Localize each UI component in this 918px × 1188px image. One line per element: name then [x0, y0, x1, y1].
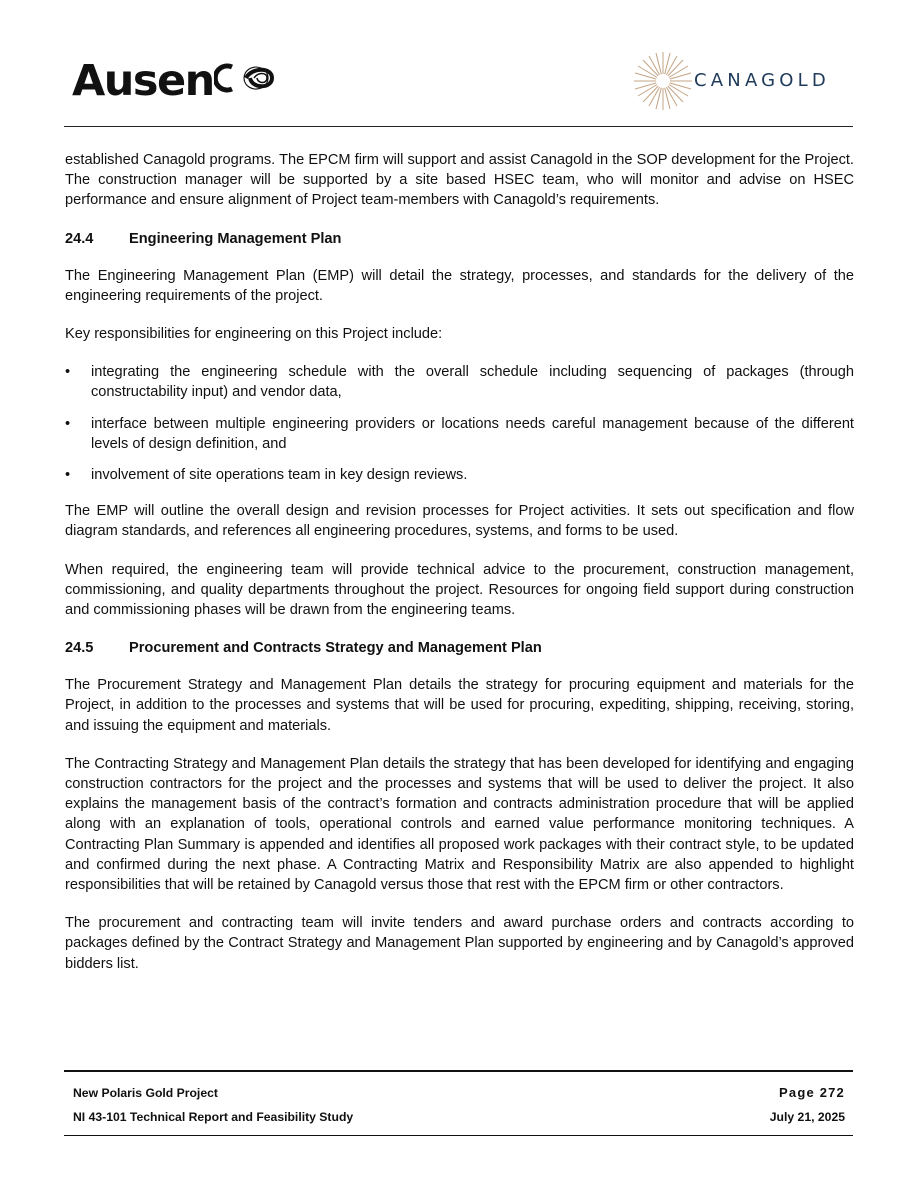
section-heading-24-4 — [65, 229, 854, 249]
footer-divider-top — [64, 1070, 853, 1072]
paragraph: The Procurement Strategy and Management Plan details the strategy for procuring equipment and materials for the Project, in addition to the processes and systems that will be used for procuring, expediting, shipping, receiving, storing, and issuing the equipment and materials. — [65, 677, 854, 734]
bullet-icon: • — [65, 467, 71, 484]
section-title: Engineering Management Plan — [129, 230, 342, 247]
list-item — [65, 414, 854, 454]
canagold-logo-text: CANAGOLD — [694, 70, 830, 91]
list-item-text: integrating the engineering schedule with the overall schedule including sequencing of packages (through constructability input) and vendor data, — [91, 364, 854, 401]
section-number: 24.4 — [65, 230, 94, 247]
bullet-icon: • — [65, 364, 71, 381]
list-item — [65, 362, 854, 402]
paragraph: The procurement and contracting team will invite tenders and award purchase orders and contracts according to packages defined by the Contract Strategy and Management Plan supported by engineering and by Canagold’s approved bidders list. — [65, 915, 854, 972]
canagold-sunburst-icon — [632, 50, 694, 112]
intro-paragraph: established Canagold programs. The EPCM firm will support and assist Canagold in the SOP development for the Project. The construction manager will be supported by a site based HSEC team, who will monitor and advise on HSEC performance and ensure alignment of Project team-members with Canagold’s requirements. — [65, 152, 854, 209]
ausenco-logo — [72, 56, 278, 106]
footer-date: July 21, 2025 — [769, 1110, 845, 1124]
ausenco-swirl-icon — [214, 61, 278, 95]
footer-page-number: Page 272 — [779, 1085, 845, 1100]
paragraph: Key responsibilities for engineering on this Project include: — [65, 326, 443, 343]
list-item-text: involvement of site operations team in key design reviews. — [91, 467, 468, 484]
list-item — [65, 465, 854, 485]
section-title: Procurement and Contracts Strategy and Management Plan — [129, 640, 542, 657]
ausenco-logo-text: Ausen — [72, 56, 214, 106]
document-body — [65, 150, 854, 992]
bullet-icon: • — [65, 415, 71, 432]
section-number: 24.5 — [65, 640, 94, 657]
bullet-list — [65, 362, 854, 485]
paragraph: The EMP will outline the overall design and revision processes for Project activities. It sets out specification and flow diagram standards, and references all engineering procedures, systems, and forms to be used. — [65, 503, 854, 540]
page-header — [0, 0, 918, 130]
list-item-text: interface between multiple engineering providers or locations needs careful management because of the different levels of design definition, and — [91, 415, 854, 452]
header-divider — [64, 126, 853, 127]
footer-divider-bottom — [64, 1135, 853, 1136]
paragraph: When required, the engineering team will provide technical advice to the procurement, construction management, commissioning, and quality departments throughout the project. Resources for ongoing field support during construction and commissioning phases will be drawn from the engineering teams. — [65, 561, 854, 619]
footer-report-title: NI 43-101 Technical Report and Feasibility Study — [73, 1110, 354, 1124]
paragraph: The Engineering Management Plan (EMP) will detail the strategy, processes, and standards for the delivery of the engineering requirements of the project. — [65, 267, 854, 304]
section-heading-24-5 — [65, 638, 854, 658]
footer-project: New Polaris Gold Project — [73, 1086, 218, 1100]
paragraph: The Contracting Strategy and Management Plan details the strategy that has been developed for identifying and engaging construction contractors for the project and the processes and systems that will be used to deliver the project. It also explains the management basis of the contract’s formation and contracts administration procedure that will be applied along with an explanation of tools, operational controls and earned value performance monitoring techniques. A Contracting Plan Summary is appended and identifies all proposed work packages with their contract style, to be updated and confirmed during the next phase. A Contracting Matrix and Responsibility Matrix are also appended to highlight responsibilities that will be retained by Canagold versus those that rest with the EPCM firm or other contractors. — [65, 755, 854, 894]
